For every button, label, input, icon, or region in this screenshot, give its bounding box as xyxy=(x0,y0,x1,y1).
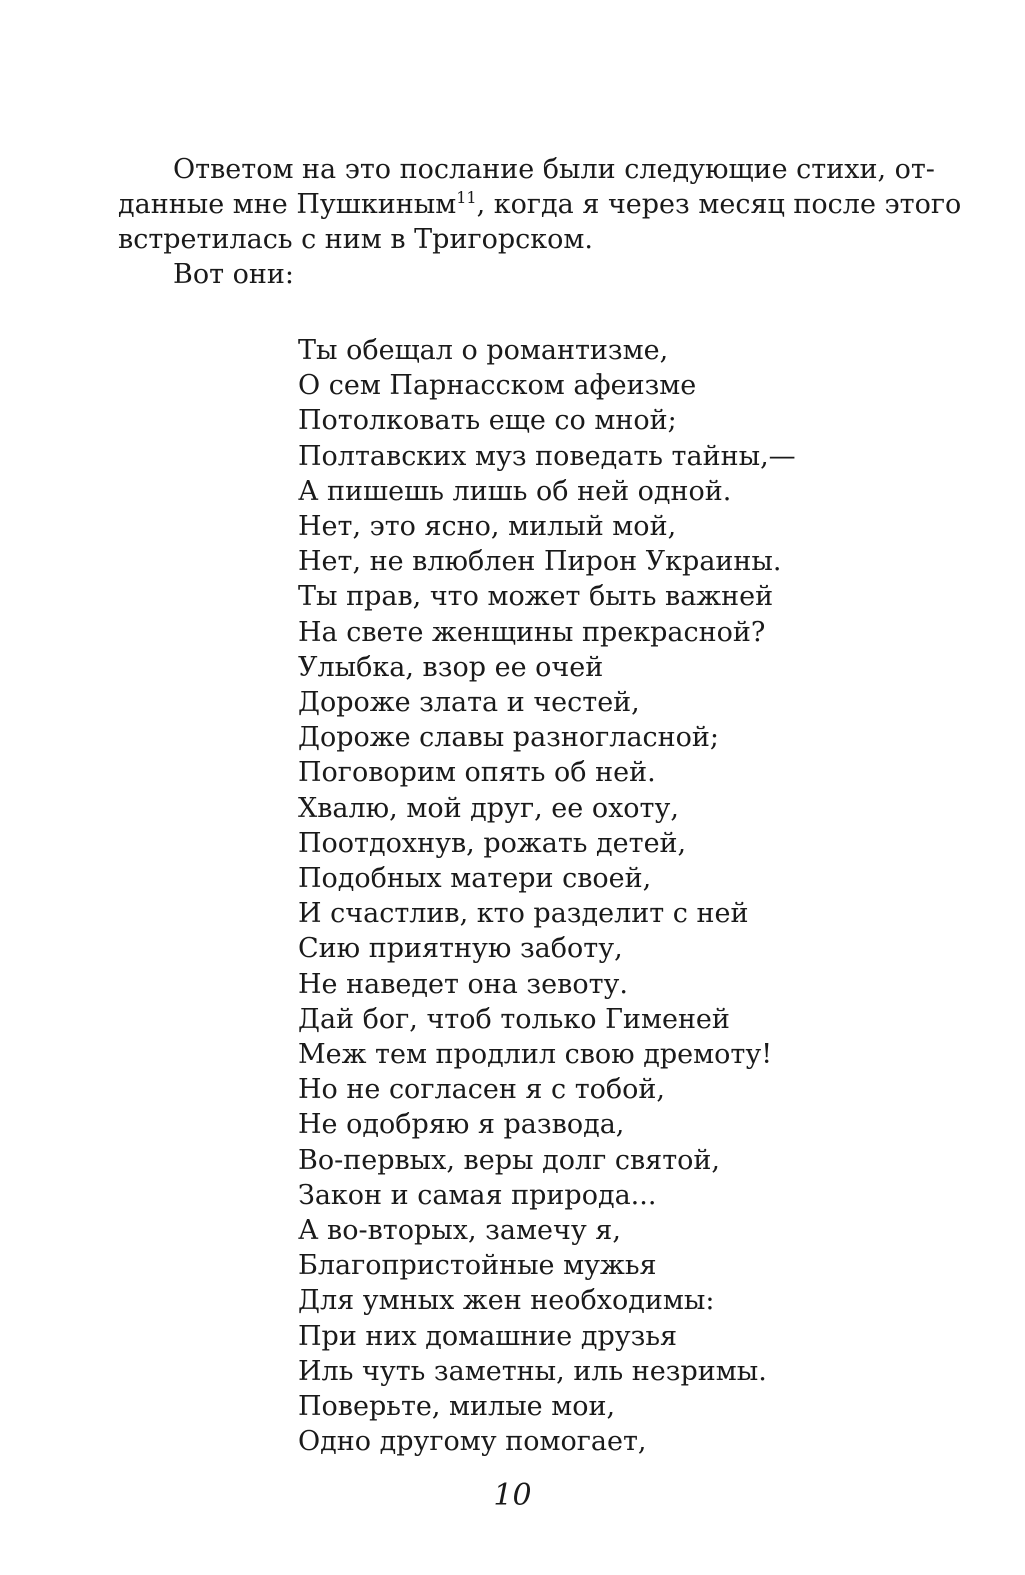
poem-line: Потолковать еще со мной; xyxy=(298,405,677,437)
poem-line: Ты обещал о романтизме, xyxy=(298,335,669,366)
poem-line: Дай бог, чтоб только Гименей xyxy=(298,1003,730,1035)
poem-line: Одно другому помогает, xyxy=(298,1426,647,1458)
poem-line: Хвалю, мой друг, ее охоту, xyxy=(298,792,679,824)
intro-line-2-end: , когда я через месяц после этого xyxy=(476,189,962,220)
poem-line: Улыбка, взор ее очей xyxy=(298,651,604,683)
intro-line-4: Вот они: xyxy=(173,259,294,290)
intro-line-2 xyxy=(118,187,962,222)
poem-line: При них домашние друзья xyxy=(298,1320,678,1352)
footnote-reference[interactable]: 11 xyxy=(456,188,477,207)
page-number: 10 xyxy=(493,1478,532,1513)
poem-line: Закон и самая природа... xyxy=(298,1179,657,1211)
poem-line: Поверьте, милые мои, xyxy=(298,1391,616,1423)
poem-line: Благопристойные мужья xyxy=(298,1250,657,1282)
poem-line: Нет, это ясно, милый мой, xyxy=(298,511,677,543)
poem-line: Не одобряю я развода, xyxy=(298,1109,625,1141)
poem-line: Ты прав, что может быть важней xyxy=(298,581,774,613)
poem-line: Подобных матери своей, xyxy=(298,863,652,895)
poem-line: И счастлив, кто разделит с ней xyxy=(298,898,749,930)
poem-line: Сию приятную заботу, xyxy=(298,933,623,965)
poem-line: Для умных жен необходимы: xyxy=(298,1285,715,1317)
poem-line: Поговорим опять об ней. xyxy=(298,757,656,789)
intro-line-1: Ответом на это послание были следующие стихи, от- xyxy=(173,154,935,185)
intro-line-3: встретилась с ним в Тригорском. xyxy=(118,224,593,255)
poem xyxy=(298,333,796,1460)
poem-line: А во-вторых, замечу я, xyxy=(298,1215,621,1247)
poem-line: А пишешь лишь об ней одной. xyxy=(298,475,732,507)
poem-line: Дороже славы разногласной; xyxy=(298,722,720,754)
poem-line: Поотдохнув, рожать детей, xyxy=(298,827,687,859)
poem-line: Полтавских муз поведать тайны,— xyxy=(298,440,796,472)
poem-line: Нет, не влюблен Пирон Украины. xyxy=(298,546,782,578)
poem-line: Иль чуть заметны, иль незримы. xyxy=(298,1355,767,1387)
intro-line-2-start: данные мне Пушкиным xyxy=(118,189,457,220)
poem-line: Но не согласен я с тобой, xyxy=(298,1074,665,1106)
poem-line: Не наведет она зевоту. xyxy=(298,968,628,1000)
poem-line: Меж тем продлил свою дремоту! xyxy=(298,1039,773,1071)
poem-line: Во-первых, веры долг святой, xyxy=(298,1144,720,1176)
poem-line: Дороже злата и честей, xyxy=(298,687,640,719)
intro-paragraph xyxy=(118,152,962,292)
poem-line: О сем Парнасском афеизме xyxy=(298,370,697,402)
poem-line: На свете женщины прекрасной? xyxy=(298,616,766,648)
